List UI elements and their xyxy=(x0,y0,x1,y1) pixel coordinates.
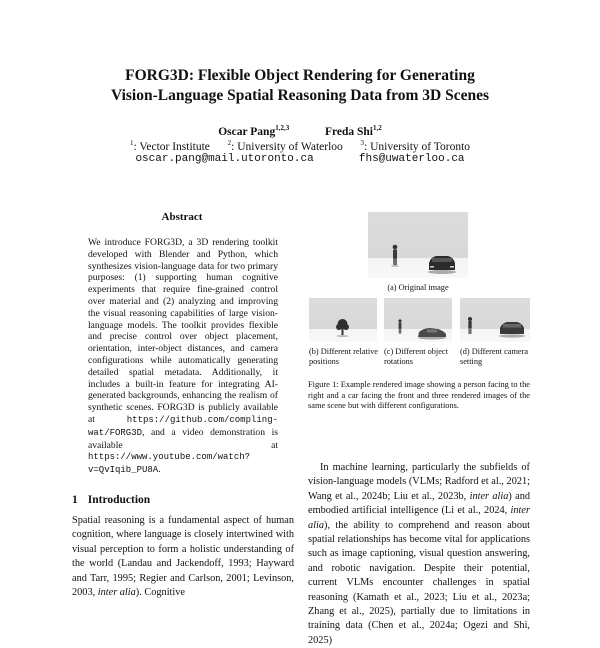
abstract-text-mid: , and a video demonstration is available at xyxy=(88,426,278,451)
youtube-link[interactable]: https://www.youtube.com/watch?v=QvIqib_PU8A xyxy=(88,452,251,476)
scene-render xyxy=(309,298,377,342)
paper-title xyxy=(0,66,600,106)
car-figure xyxy=(428,256,456,274)
figure-caption: Figure 1: Example rendered image showing a person facing to the right and a car facing the front and three rendered images of the same scene but with different configurations. xyxy=(308,380,530,411)
figure-original-image xyxy=(368,212,468,278)
author-affil-sup: 1,2,3 xyxy=(275,124,290,132)
title-line-1: FORG3D: Flexible Object Rendering for Generating xyxy=(125,67,475,84)
author-emails xyxy=(0,153,600,165)
person-figure xyxy=(391,245,399,267)
affiliation: : University of Waterloo xyxy=(231,140,343,153)
abstract-heading: Abstract xyxy=(161,211,203,223)
author-list xyxy=(0,124,600,138)
email-link[interactable]: fhs@uwaterloo.ca xyxy=(358,153,465,165)
right-text: ), the ability to comprehend and reason about spatial relationships has become vital for applications such as image captioning, visual question answering, and robotic navigation. Despite their potential, current VLMs encounter challenges in spatial reasoning (Kamath et al., 2023; Liu et al., 2023a; Zhang et al., 2025), partially due to limitations in training data (Chen et al., 2024a; Ogezi and Shi, 2025) xyxy=(308,519,530,646)
right-italic: inter alia xyxy=(308,505,530,531)
abstract-text: We introduce FORG3D, a 3D rendering toolkit developed with Blender and Python, which synthesizes vision-language data for two primary purposes: (1) supporting human cognitive experiments that require fine-grained control over material and (2) analyzing and improving the visual reasoning capabilities of large vision-language models. The toolkit provides flexible and precise control over object placement, orientation, inter-object distances, and camera configurations while automatically generating detailed spatial metadata. Additionally, it includes a built-in feature for integrating AI-generated backgrounds, enhancing the realism of synthetic scenes. FORG3D is publicly available at xyxy=(88,237,278,425)
intro-text: Spatial reasoning is a fundamental aspect of human cognition, where language is closely intertwined with visual perception to form a holistic understanding of the world (Landau and Jackendoff, 1993; Hayward and Tarr, 1995; Regier and Carlson, 2001; Levinson, 2003, xyxy=(72,515,294,599)
section-title: Introduction xyxy=(87,494,151,506)
abstract-end: . xyxy=(158,464,161,476)
abstract-body xyxy=(88,237,278,477)
figure-camera-setting xyxy=(460,298,530,342)
section-number: 1 xyxy=(72,494,78,506)
intro-paragraph xyxy=(72,514,294,600)
intro-italic: inter alia xyxy=(97,587,136,599)
affiliations xyxy=(0,139,600,153)
figure-object-rotations xyxy=(384,298,452,342)
subfig-b-caption: (b) Different relative positions xyxy=(309,347,378,366)
person-figure xyxy=(468,317,472,334)
subfig-d-caption: (d) Different camera setting xyxy=(460,347,529,366)
author-affil-sup: 1,2 xyxy=(373,124,382,132)
right-column-paragraph xyxy=(308,461,530,648)
affiliation: : University of Toronto xyxy=(364,140,471,153)
person-figure xyxy=(398,319,401,333)
affiliation: : Vector Institute xyxy=(133,140,210,153)
subfig-a-caption: (a) Original image xyxy=(387,283,449,292)
tree-figure xyxy=(336,319,349,337)
author-name: Oscar Pang xyxy=(218,125,276,138)
car-figure xyxy=(418,328,446,340)
scene-render xyxy=(368,212,468,278)
github-link[interactable]: https://github.com/compling-wat/FORG3D xyxy=(88,414,278,438)
right-italic: inter alia xyxy=(469,490,509,502)
affil-sup: 1 xyxy=(129,139,134,147)
affil-sup: 3 xyxy=(360,139,365,147)
author-name: Freda Shi xyxy=(324,125,373,138)
figure-relative-positions xyxy=(309,298,377,342)
affil-sup: 2 xyxy=(227,139,232,147)
right-text: In machine learning, particularly the subfields of vision-language models (VLMs; Radford et al., 2021; Wang et al., 2024b; Liu et al., 2023b, xyxy=(308,462,530,502)
subfig-c-caption: (c) Different object rotations xyxy=(384,347,448,366)
intro-end: ). Cognitive xyxy=(135,587,185,599)
scene-render xyxy=(384,298,452,342)
email-link[interactable]: oscar.pang@mail.utoronto.ca xyxy=(135,153,314,165)
right-text: ) and embodied artificial intelligence (Li et al., 2024, xyxy=(308,490,530,517)
title-line-2: Vision-Language Spatial Reasoning Data from 3D Scenes xyxy=(110,87,490,104)
car-figure xyxy=(499,322,525,338)
section-heading xyxy=(72,494,150,506)
scene-render xyxy=(460,298,530,342)
